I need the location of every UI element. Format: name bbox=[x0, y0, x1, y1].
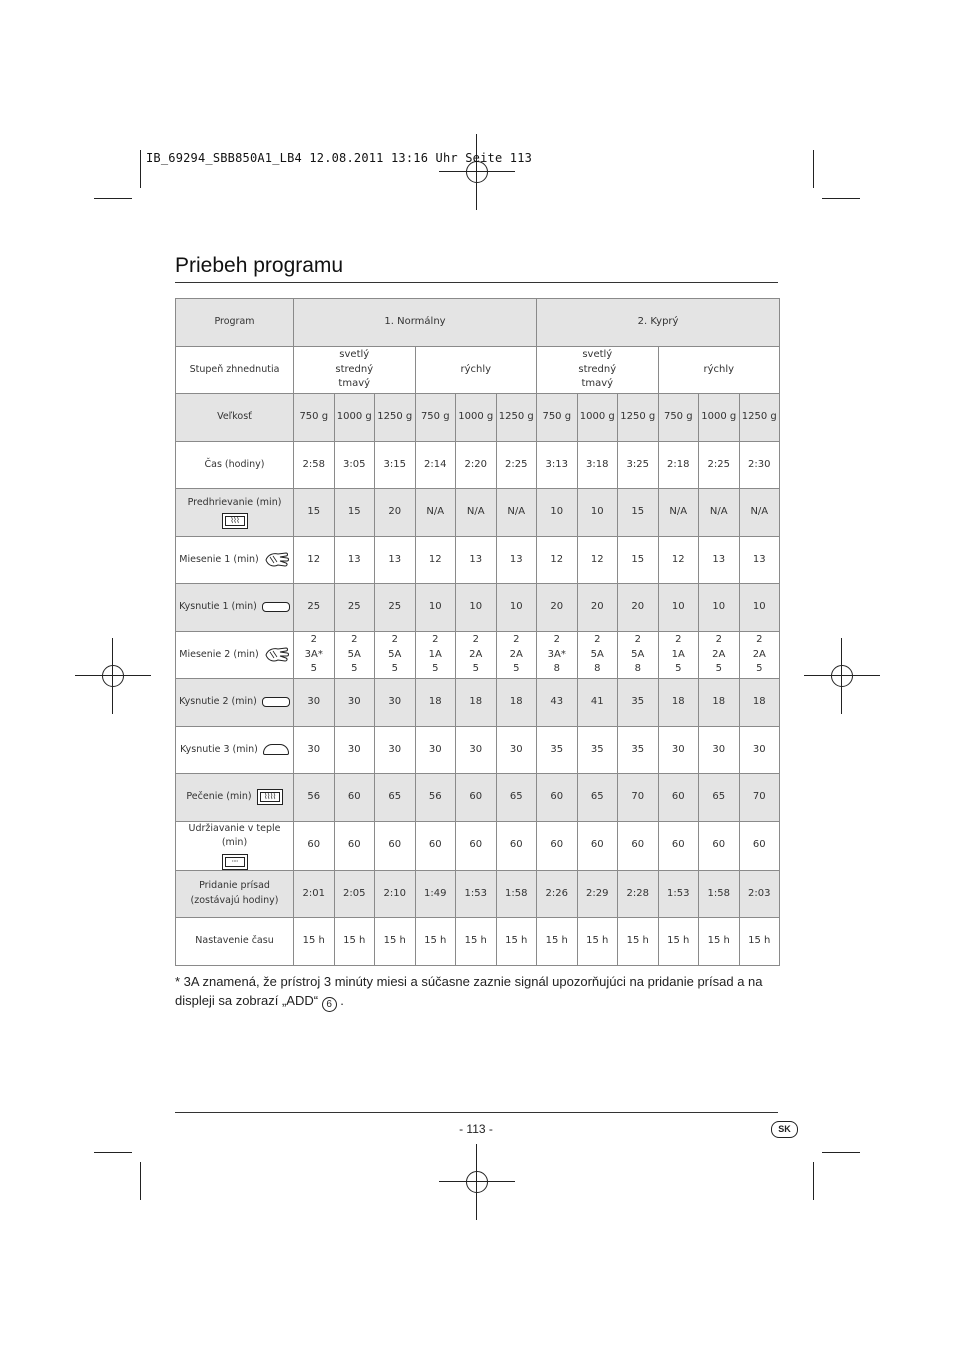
size-cell: 750 g bbox=[537, 394, 578, 442]
table-cell: 25 bbox=[334, 584, 375, 632]
table-cell: 60 bbox=[415, 821, 456, 870]
table-cell: 2:10 bbox=[375, 870, 416, 918]
table-cell: 2 1A 5 bbox=[415, 631, 456, 679]
table-cell: 3:05 bbox=[334, 441, 375, 489]
size-label: Veľkosť bbox=[176, 394, 294, 442]
crust-label: Stupeň zhnednutia bbox=[176, 346, 294, 394]
table-cell: 10 bbox=[456, 584, 497, 632]
table-cell: 2:18 bbox=[658, 441, 699, 489]
table-cell: 60 bbox=[658, 821, 699, 870]
row-label: Pridanie prísad (zostávajú hodiny) bbox=[176, 870, 294, 918]
table-cell: 35 bbox=[618, 679, 659, 727]
table-cell: 3:18 bbox=[577, 441, 618, 489]
table-cell: 13 bbox=[496, 536, 537, 584]
table-cell: 15 h bbox=[334, 918, 375, 966]
table-cell: 15 bbox=[618, 536, 659, 584]
size-cell: 750 g bbox=[294, 394, 335, 442]
program-table bbox=[175, 298, 780, 966]
table-cell: 12 bbox=[537, 536, 578, 584]
table-cell: 30 bbox=[739, 726, 780, 774]
table-row bbox=[176, 918, 780, 966]
page-title: Priebeh programu bbox=[175, 254, 344, 277]
size-cell: 1250 g bbox=[496, 394, 537, 442]
table-cell: 25 bbox=[375, 584, 416, 632]
crop-mark bbox=[94, 1152, 132, 1153]
table-cell: 15 bbox=[294, 489, 335, 537]
row-label: Kysnutie 2 (min) bbox=[176, 679, 294, 727]
table-cell: 2:14 bbox=[415, 441, 456, 489]
registration-mark bbox=[75, 638, 151, 714]
table-cell: N/A bbox=[739, 489, 780, 537]
table-cell: 18 bbox=[496, 679, 537, 727]
row-label: Miesenie 2 (min) bbox=[176, 631, 294, 679]
crop-mark bbox=[140, 150, 141, 188]
table-cell: 60 bbox=[658, 774, 699, 822]
row-label: Pečenie (min) ⌇⌇⌇⌇ bbox=[176, 774, 294, 822]
size-cell: 1250 g bbox=[618, 394, 659, 442]
table-cell: 56 bbox=[415, 774, 456, 822]
table-cell: N/A bbox=[699, 489, 740, 537]
size-cell: 750 g bbox=[658, 394, 699, 442]
table-cell: 60 bbox=[577, 821, 618, 870]
oven-keep-warm-icon: ···· bbox=[222, 854, 248, 870]
program-1-header: 1. Normálny bbox=[294, 299, 537, 347]
oven-bake-icon: ⌇⌇⌇⌇ bbox=[257, 789, 283, 805]
table-cell: 30 bbox=[496, 726, 537, 774]
table-cell: 15 h bbox=[415, 918, 456, 966]
table-cell: 15 h bbox=[375, 918, 416, 966]
table-row bbox=[176, 679, 780, 727]
table-cell: 65 bbox=[699, 774, 740, 822]
table-cell: 10 bbox=[658, 584, 699, 632]
table-row bbox=[176, 870, 780, 918]
table-cell: 60 bbox=[618, 821, 659, 870]
table-row bbox=[176, 821, 780, 870]
crust-shades-cell: svetlý stredný tmavý bbox=[537, 346, 659, 394]
dough-loaf-icon bbox=[263, 744, 289, 755]
table-row bbox=[176, 631, 780, 679]
table-cell: 2 2A 5 bbox=[699, 631, 740, 679]
table-cell: 56 bbox=[294, 774, 335, 822]
table-cell: 70 bbox=[739, 774, 780, 822]
crop-mark bbox=[813, 1162, 814, 1200]
table-cell: 10 bbox=[496, 584, 537, 632]
table-cell: 10 bbox=[415, 584, 456, 632]
table-cell: 2:28 bbox=[618, 870, 659, 918]
table-cell: 15 h bbox=[496, 918, 537, 966]
table-cell: 13 bbox=[334, 536, 375, 584]
table-row bbox=[176, 536, 780, 584]
oven-preheat-icon: ⌇⌇⌇ bbox=[222, 513, 248, 529]
program-label: Program bbox=[176, 299, 294, 347]
table-cell: 2:30 bbox=[739, 441, 780, 489]
table-cell: 2 2A 5 bbox=[496, 631, 537, 679]
table-cell: 13 bbox=[739, 536, 780, 584]
table-cell: 20 bbox=[537, 584, 578, 632]
table-cell: N/A bbox=[496, 489, 537, 537]
table-cell: 30 bbox=[294, 726, 335, 774]
table-cell: 60 bbox=[537, 774, 578, 822]
table-cell: 60 bbox=[375, 821, 416, 870]
table-cell: 10 bbox=[739, 584, 780, 632]
table-cell: N/A bbox=[658, 489, 699, 537]
table-cell: 1:53 bbox=[658, 870, 699, 918]
table-cell: 15 h bbox=[577, 918, 618, 966]
circled-number-6: 6 bbox=[322, 997, 337, 1012]
table-cell: 35 bbox=[618, 726, 659, 774]
table-cell: 2 5A 8 bbox=[618, 631, 659, 679]
registration-mark bbox=[439, 1144, 515, 1220]
table-cell: 2 2A 5 bbox=[456, 631, 497, 679]
table-cell: 2 2A 5 bbox=[739, 631, 780, 679]
dough-pan-icon bbox=[262, 602, 290, 612]
table-cell: 60 bbox=[739, 821, 780, 870]
table-cell: 60 bbox=[699, 821, 740, 870]
table-cell: 2 5A 5 bbox=[334, 631, 375, 679]
table-cell: 2:58 bbox=[294, 441, 335, 489]
table-cell: 1:58 bbox=[496, 870, 537, 918]
table-cell: 18 bbox=[699, 679, 740, 727]
table-cell: 18 bbox=[658, 679, 699, 727]
crust-fast-cell: rýchly bbox=[658, 346, 780, 394]
table-cell: 12 bbox=[294, 536, 335, 584]
row-label: Predhrievanie (min) ⌇⌇⌇ bbox=[176, 489, 294, 537]
table-cell: 30 bbox=[415, 726, 456, 774]
table-cell: 15 h bbox=[537, 918, 578, 966]
crust-row bbox=[176, 346, 780, 394]
table-cell: 65 bbox=[496, 774, 537, 822]
dough-pan-icon bbox=[262, 697, 290, 707]
table-cell: 15 h bbox=[699, 918, 740, 966]
table-cell: 2:26 bbox=[537, 870, 578, 918]
registration-mark bbox=[439, 134, 515, 210]
table-cell: 65 bbox=[375, 774, 416, 822]
language-badge: SK bbox=[771, 1121, 798, 1138]
kneading-hand-icon bbox=[264, 646, 290, 664]
table-row bbox=[176, 441, 780, 489]
table-cell: 60 bbox=[294, 821, 335, 870]
table-cell: 35 bbox=[577, 726, 618, 774]
crust-fast-cell: rýchly bbox=[415, 346, 537, 394]
table-cell: 2 3A* 5 bbox=[294, 631, 335, 679]
crust-shades-cell: svetlý stredný tmavý bbox=[294, 346, 416, 394]
table-cell: 2:03 bbox=[739, 870, 780, 918]
table-cell: 20 bbox=[618, 584, 659, 632]
table-cell: 65 bbox=[577, 774, 618, 822]
table-cell: 30 bbox=[375, 726, 416, 774]
table-cell: 43 bbox=[537, 679, 578, 727]
table-cell: 30 bbox=[334, 726, 375, 774]
row-label: Miesenie 1 (min) bbox=[176, 536, 294, 584]
size-row bbox=[176, 394, 780, 442]
row-label: Kysnutie 1 (min) bbox=[176, 584, 294, 632]
table-row bbox=[176, 489, 780, 537]
page-number: - 113 - bbox=[459, 1122, 493, 1136]
table-row bbox=[176, 584, 780, 632]
table-cell: 15 bbox=[334, 489, 375, 537]
table-cell: 2:05 bbox=[334, 870, 375, 918]
table-cell: 70 bbox=[618, 774, 659, 822]
table-cell: 2:01 bbox=[294, 870, 335, 918]
table-cell: 12 bbox=[658, 536, 699, 584]
table-cell: 18 bbox=[415, 679, 456, 727]
table-cell: 30 bbox=[375, 679, 416, 727]
table-cell: 30 bbox=[456, 726, 497, 774]
crop-mark bbox=[813, 150, 814, 188]
table-cell: 15 h bbox=[294, 918, 335, 966]
table-cell: 1:53 bbox=[456, 870, 497, 918]
print-slug-line: IB_69294_SBB850A1_LB4 12.08.2011 13:16 Uhr Seite 113 bbox=[146, 151, 533, 165]
table-cell: 30 bbox=[334, 679, 375, 727]
table-cell: 12 bbox=[577, 536, 618, 584]
footnote: * 3A znamená, že prístroj 3 minúty miesi a súčasne zaznie signál upozorňujúci na pridanie prísad a na displeji sa zobrazí „ADD“ 6 . bbox=[175, 974, 763, 1010]
table-cell: 25 bbox=[294, 584, 335, 632]
table-cell: N/A bbox=[456, 489, 497, 537]
size-cell: 1000 g bbox=[456, 394, 497, 442]
table-cell: 10 bbox=[577, 489, 618, 537]
table-cell: 15 h bbox=[739, 918, 780, 966]
table-cell: 13 bbox=[456, 536, 497, 584]
row-label: Kysnutie 3 (min) bbox=[176, 726, 294, 774]
size-cell: 1000 g bbox=[699, 394, 740, 442]
table-cell: 1:49 bbox=[415, 870, 456, 918]
table-cell: 10 bbox=[699, 584, 740, 632]
table-cell: 2 3A* 8 bbox=[537, 631, 578, 679]
table-cell: 2:20 bbox=[456, 441, 497, 489]
table-cell: 30 bbox=[699, 726, 740, 774]
title-rule bbox=[175, 282, 778, 283]
size-cell: 1000 g bbox=[577, 394, 618, 442]
table-cell: 15 bbox=[618, 489, 659, 537]
table-cell: 15 h bbox=[456, 918, 497, 966]
row-label: Čas (hodiny) bbox=[176, 441, 294, 489]
table-cell: 1:58 bbox=[699, 870, 740, 918]
program-2-header: 2. Kyprý bbox=[537, 299, 780, 347]
table-cell: 3:15 bbox=[375, 441, 416, 489]
row-label: Udržiavanie v teple (min) ···· bbox=[176, 821, 294, 870]
table-cell: 18 bbox=[456, 679, 497, 727]
table-cell: 2 1A 5 bbox=[658, 631, 699, 679]
table-row bbox=[176, 726, 780, 774]
kneading-hand-icon bbox=[264, 551, 290, 569]
crop-mark bbox=[140, 1162, 141, 1200]
table-cell: 60 bbox=[334, 774, 375, 822]
table-cell: 35 bbox=[537, 726, 578, 774]
table-cell: 60 bbox=[537, 821, 578, 870]
table-cell: 2:25 bbox=[699, 441, 740, 489]
table-cell: 3:13 bbox=[537, 441, 578, 489]
size-cell: 1250 g bbox=[739, 394, 780, 442]
table-cell: N/A bbox=[415, 489, 456, 537]
footer-rule bbox=[175, 1112, 778, 1113]
table-cell: 15 h bbox=[658, 918, 699, 966]
table-cell: 12 bbox=[415, 536, 456, 584]
table-cell: 60 bbox=[496, 821, 537, 870]
table-cell: 2:29 bbox=[577, 870, 618, 918]
table-row bbox=[176, 774, 780, 822]
table-cell: 20 bbox=[577, 584, 618, 632]
table-cell: 20 bbox=[375, 489, 416, 537]
table-cell: 60 bbox=[334, 821, 375, 870]
table-cell: 2 5A 8 bbox=[577, 631, 618, 679]
table-cell: 2:25 bbox=[496, 441, 537, 489]
crop-mark bbox=[822, 198, 860, 199]
size-cell: 750 g bbox=[415, 394, 456, 442]
crop-mark bbox=[94, 198, 132, 199]
table-cell: 3:25 bbox=[618, 441, 659, 489]
registration-mark bbox=[804, 638, 880, 714]
table-cell: 60 bbox=[456, 774, 497, 822]
table-cell: 41 bbox=[577, 679, 618, 727]
size-cell: 1000 g bbox=[334, 394, 375, 442]
row-label: Nastavenie času bbox=[176, 918, 294, 966]
table-cell: 2 5A 5 bbox=[375, 631, 416, 679]
table-cell: 13 bbox=[699, 536, 740, 584]
table-cell: 18 bbox=[739, 679, 780, 727]
table-cell: 30 bbox=[294, 679, 335, 727]
table-cell: 10 bbox=[537, 489, 578, 537]
table-cell: 13 bbox=[375, 536, 416, 584]
program-row bbox=[176, 299, 780, 347]
table-cell: 15 h bbox=[618, 918, 659, 966]
table-cell: 30 bbox=[658, 726, 699, 774]
crop-mark bbox=[822, 1152, 860, 1153]
size-cell: 1250 g bbox=[375, 394, 416, 442]
table-cell: 60 bbox=[456, 821, 497, 870]
